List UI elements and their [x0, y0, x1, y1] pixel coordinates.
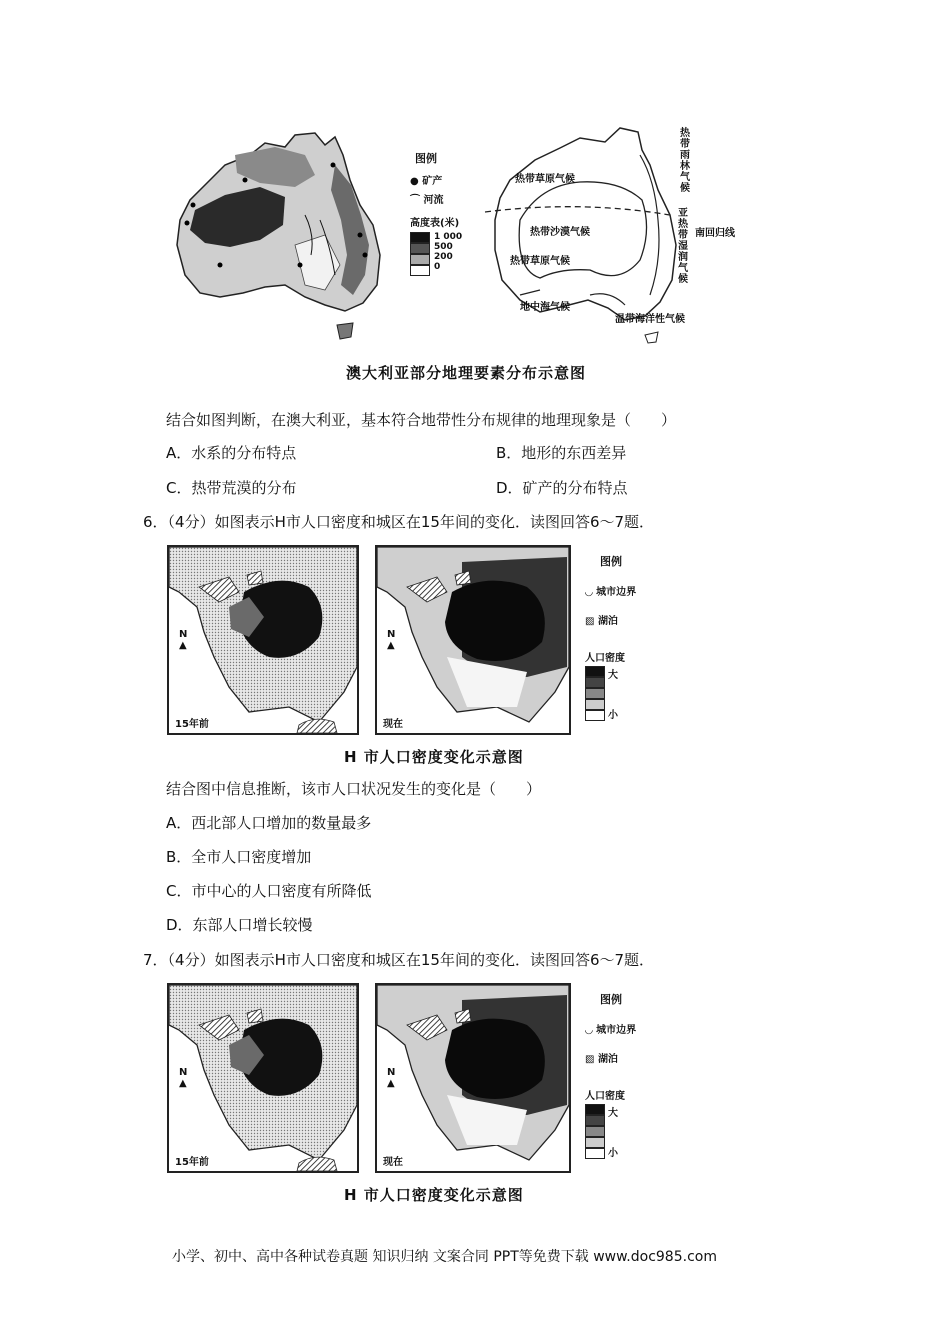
q6-option-a[interactable]: A．西北部人口增加的数量最多	[166, 814, 372, 832]
panel-label-past: 15年前	[175, 719, 209, 730]
density-swatch-5	[585, 1148, 605, 1159]
elev-level-500: 500	[434, 242, 453, 252]
q6-header	[143, 512, 654, 532]
legend-river: ⌒ 河流	[410, 195, 444, 206]
density-map-past	[169, 985, 357, 1171]
label-savanna-south: 热带草原气候	[510, 256, 570, 267]
page-footer: 小学、初中、高中各种试卷真题 知识归纳 文案合同 PPT等免费下载 www.doc985.com	[172, 1249, 717, 1265]
australia-legend	[410, 150, 480, 276]
legend-title: 图例	[600, 555, 622, 568]
australia-figure	[160, 120, 760, 355]
q7-intro: （4分）如图表示H市人口密度和城区在15年间的变化．读图回答6～7题．	[167, 951, 655, 969]
label-humid-subtropical: 亚热带湿润气候	[678, 208, 688, 285]
q6-option-c[interactable]: C．市中心的人口密度有所降低	[166, 882, 372, 900]
legend-boundary: ◡ 城市边界	[585, 1025, 637, 1036]
legend-lake: ▨ 湖泊	[585, 616, 618, 627]
q6-intro: （4分）如图表示H市人口密度和城区在15年间的变化．读图回答6～7题．	[167, 513, 655, 531]
legend-lake: ▨ 湖泊	[585, 1054, 618, 1065]
density-map-now	[377, 985, 569, 1171]
label-tropic-line: 南回归线	[695, 228, 735, 239]
density-legend	[585, 991, 685, 1159]
q5-option-b[interactable]: B．地形的东西差异	[496, 444, 627, 462]
panel-label-now: 现在	[383, 1157, 403, 1168]
map-panel-15-years-ago	[167, 983, 359, 1173]
map-panel-15-years-ago	[167, 545, 359, 735]
city-density-figure-1	[167, 545, 687, 740]
density-swatch-1	[585, 1104, 605, 1115]
q5-stem: 结合如图判断，在澳大利亚，基本符合地带性分布规律的地理现象是（ ）	[166, 411, 677, 429]
legend-high: 大	[608, 670, 618, 681]
north-arrow: N ▲	[387, 629, 396, 651]
boundary-line-icon: ◡	[585, 587, 597, 598]
label-savanna-north: 热带草原气候	[515, 174, 575, 185]
legend-elevation-title: 高度表(米)	[410, 218, 460, 229]
label-oceanic: 温带海洋性气候	[615, 314, 685, 325]
legend-title: 图例	[415, 152, 437, 165]
density-swatch-5	[585, 710, 605, 721]
density-swatch-3	[585, 1126, 605, 1137]
density-swatch-4	[585, 1137, 605, 1148]
density-swatch-4	[585, 699, 605, 710]
lake-hatch-icon: ▨	[585, 616, 598, 627]
q7-header	[143, 950, 654, 970]
north-arrow: N ▲	[179, 629, 188, 651]
q6-option-d[interactable]: D．东部人口增长较慢	[166, 916, 313, 934]
q6-stem: 结合图中信息推断，该市人口状况发生的变化是（ ）	[166, 780, 542, 798]
q6-number: 6．	[143, 513, 168, 531]
q5-option-d[interactable]: D．矿产的分布特点	[496, 479, 628, 497]
city-density-caption-1: H 市人口密度变化示意图	[344, 748, 524, 766]
legend-density-title: 人口密度	[585, 1091, 625, 1102]
label-desert: 热带沙漠气候	[530, 227, 590, 238]
map-panel-now	[375, 983, 571, 1173]
legend-low: 小	[608, 1148, 618, 1159]
river-line-icon: ⌒	[410, 195, 420, 206]
north-arrow: N ▲	[179, 1067, 188, 1089]
australia-figure-caption: 澳大利亚部分地理要素分布示意图	[346, 364, 587, 382]
density-map-past	[169, 547, 357, 733]
map-panel-now	[375, 545, 571, 735]
legend-title: 图例	[600, 993, 622, 1006]
q5-option-c[interactable]: C．热带荒漠的分布	[166, 479, 297, 497]
legend-mineral: ● 矿产	[410, 176, 443, 187]
city-density-caption-2: H 市人口密度变化示意图	[344, 1186, 524, 1204]
density-swatch-2	[585, 677, 605, 688]
legend-boundary: ◡ 城市边界	[585, 587, 637, 598]
city-density-figure-2	[167, 983, 687, 1178]
elev-level-200: 200	[434, 252, 453, 262]
elev-swatch-zero	[410, 265, 430, 276]
panel-label-past: 15年前	[175, 1157, 209, 1168]
density-swatch-1	[585, 666, 605, 677]
elev-swatch-high	[410, 232, 430, 243]
panel-label-now: 现在	[383, 719, 403, 730]
mineral-dot-icon: ●	[410, 176, 419, 187]
density-swatch-3	[585, 688, 605, 699]
legend-density-title: 人口密度	[585, 653, 625, 664]
density-swatch-2	[585, 1115, 605, 1126]
legend-low: 小	[608, 710, 618, 721]
boundary-line-icon: ◡	[585, 1025, 597, 1036]
label-rainforest: 热带雨林气候	[680, 128, 690, 194]
density-map-now	[377, 547, 569, 733]
elev-swatch-mid	[410, 243, 430, 254]
elev-level-1000: 1 000	[434, 232, 463, 242]
lake-hatch-icon: ▨	[585, 1054, 598, 1065]
legend-high: 大	[608, 1108, 618, 1119]
elev-swatch-low	[410, 254, 430, 265]
q6-option-b[interactable]: B．全市人口密度增加	[166, 848, 312, 866]
australia-terrain-map	[165, 125, 405, 350]
elev-level-0: 0	[434, 262, 441, 272]
q5-option-a[interactable]: A．水系的分布特点	[166, 444, 297, 462]
q7-number: 7．	[143, 951, 168, 969]
north-arrow: N ▲	[387, 1067, 396, 1089]
label-mediterranean: 地中海气候	[520, 302, 570, 313]
density-legend	[585, 553, 685, 721]
